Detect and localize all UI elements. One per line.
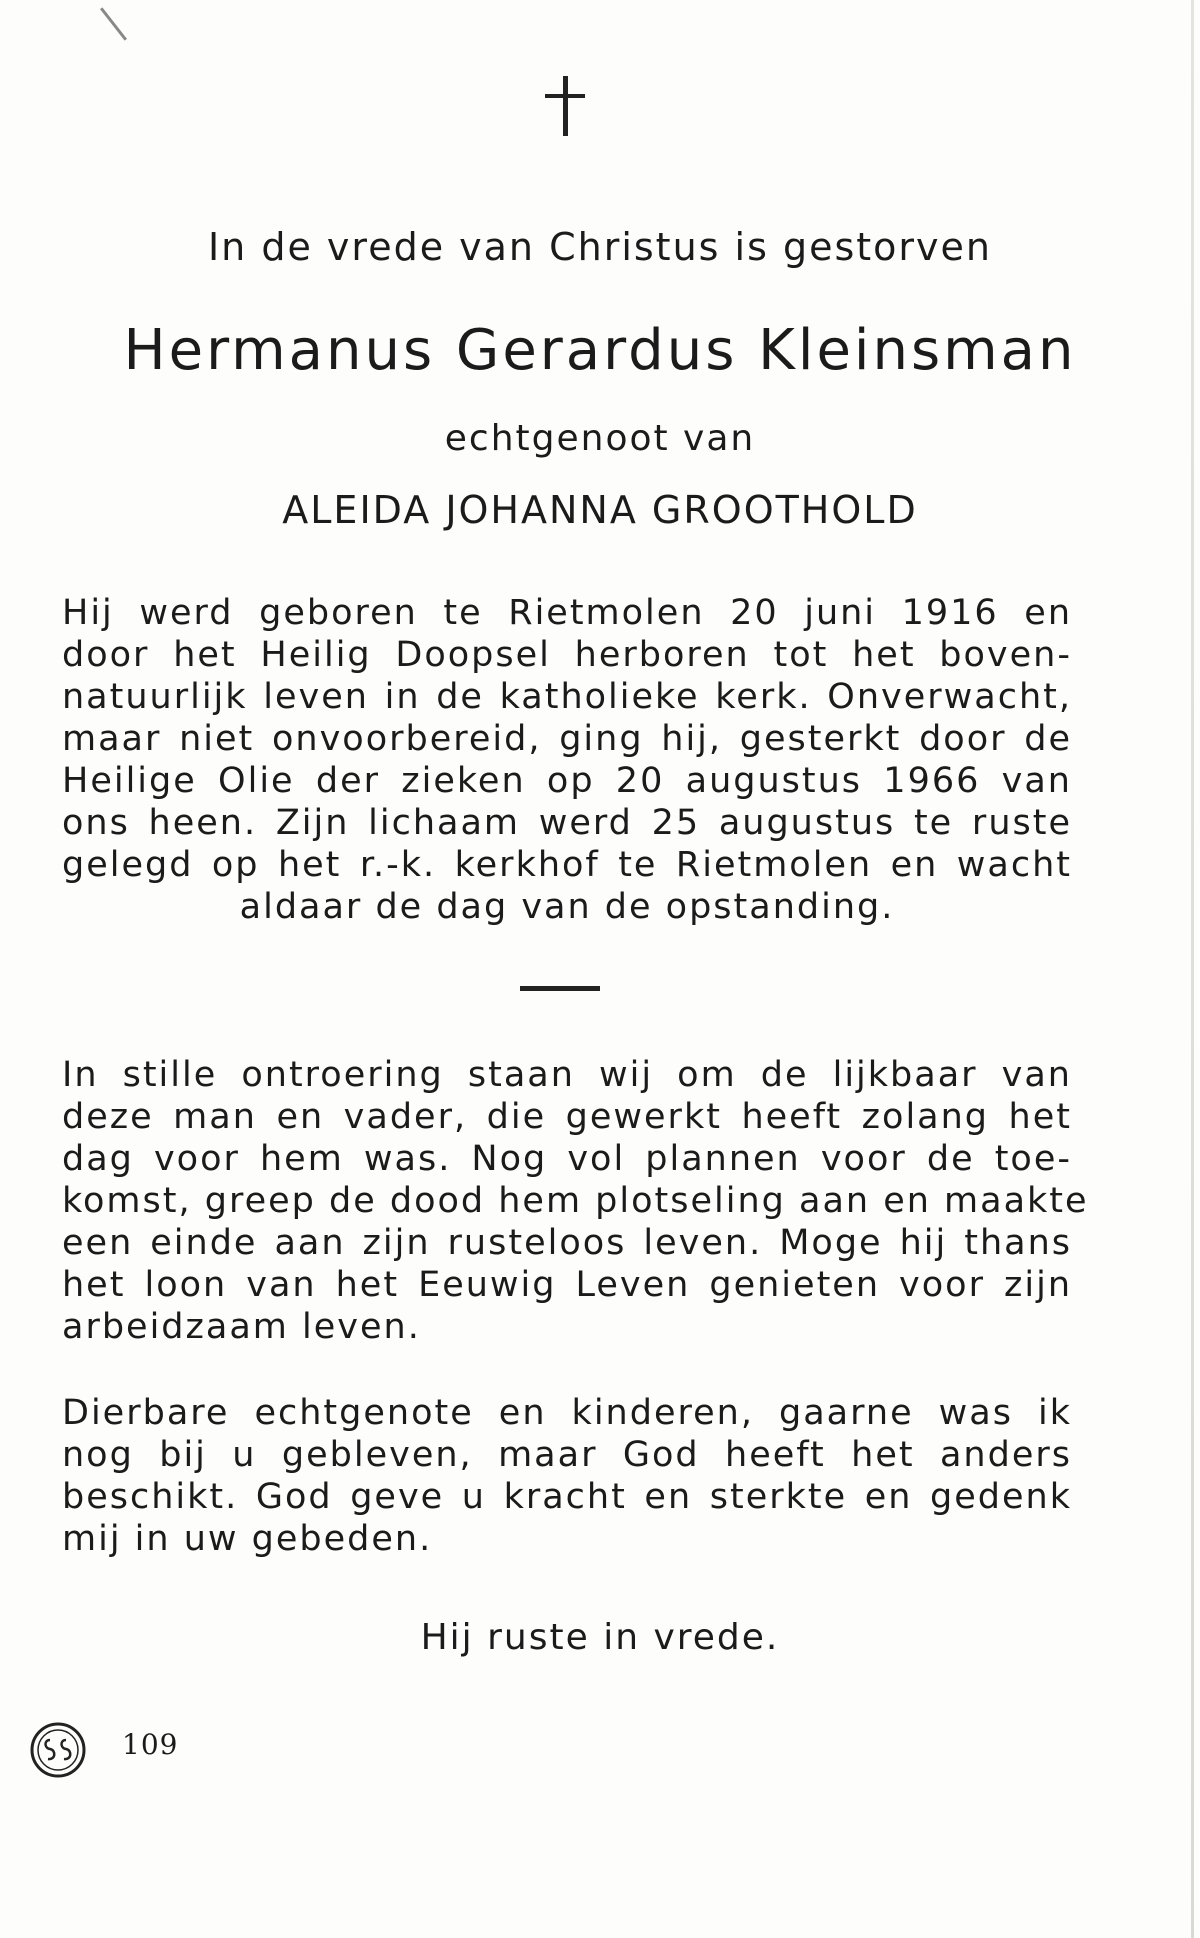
divider (520, 986, 600, 991)
paragraph-line: In stille ontroering staan wij om de lijkbaar van (62, 1055, 1072, 1095)
paragraph-line: aldaar de dag van de opstanding. (239, 887, 895, 927)
tribute-paragraph (62, 1054, 1089, 1348)
paragraph-line: het loon van het Eeuwig Leven genieten voor zijn (62, 1265, 1072, 1305)
printer-logo-icon (28, 1720, 88, 1780)
paragraph-line: natuurlijk leven in de katholieke kerk. Onverwacht, (62, 677, 1072, 717)
paragraph-line: Heilige Olie der zieken op 20 augustus 1966 van (62, 761, 1072, 801)
paragraph-line: ons heen. Zijn lichaam werd 25 augustus te ruste (62, 803, 1072, 843)
print-number: 109 (122, 1728, 179, 1761)
cross-icon (535, 76, 595, 140)
paragraph-line: Hij werd geboren te Rietmolen 20 juni 1916 en (62, 593, 1072, 633)
spouse-label: echtgenoot van (444, 418, 756, 459)
paragraph-line: mij in uw gebeden. (62, 1519, 433, 1559)
paragraph-line: Dierbare echtgenote en kinderen, gaarne was ik (62, 1393, 1072, 1433)
paragraph-line: nog bij u gebleven, maar God heeft het anders (62, 1435, 1072, 1475)
paragraph-line: dag voor hem was. Nog vol plannen voor de toe- (62, 1139, 1072, 1179)
paragraph-line: komst, greep de dood hem plotseling aan en maakte (62, 1181, 1089, 1221)
paragraph-line: gelegd op het r.-k. kerkhof te Rietmolen en wacht (62, 845, 1072, 885)
intro-text: In de vrede van Christus is gestorven (207, 225, 993, 269)
paragraph-line: beschikt. God geve u kracht en sterkte en gedenk (62, 1477, 1072, 1517)
biography-paragraph (62, 592, 1072, 928)
paragraph-line: deze man en vader, die gewerkt heeft zolang het (62, 1097, 1072, 1137)
paragraph-line: door het Heilig Doopsel herboren tot het boven- (62, 635, 1072, 675)
paragraph-line: arbeidzaam leven. (62, 1307, 421, 1347)
closing-text: Hij ruste in vrede. (420, 1617, 780, 1658)
paragraph-line: een einde aan zijn rusteloos leven. Moge hij thans (62, 1223, 1072, 1263)
spouse-name: ALEIDA JOHANNA GROOTHOLD (282, 488, 918, 532)
scratch-mark (100, 7, 127, 40)
paragraph-line: maar niet onvoorbereid, ging hij, gesterkt door de (62, 719, 1072, 759)
farewell-paragraph (62, 1392, 1072, 1560)
deceased-name: Hermanus Gerardus Kleinsman (123, 318, 1077, 383)
